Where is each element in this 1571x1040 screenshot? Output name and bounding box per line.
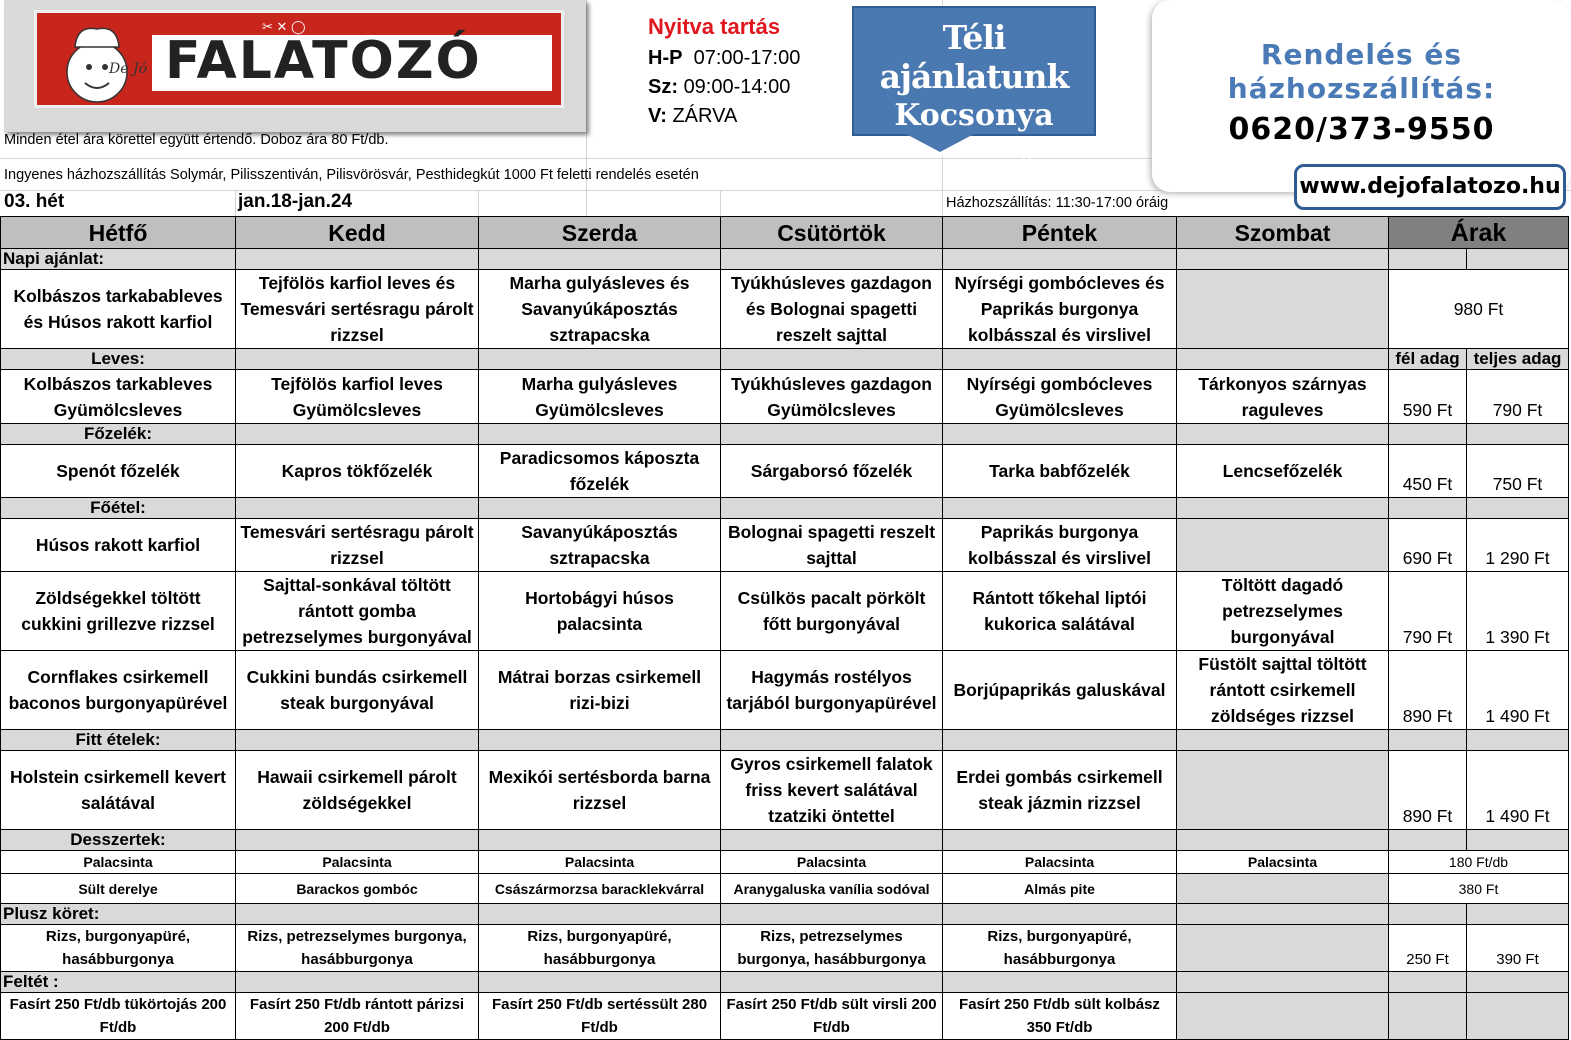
offer-item: Kocsonya (894, 98, 1054, 133)
utensils-icon: ✂ ✕ ◯ (262, 19, 306, 34)
dish-cell: Tarka babfőzelék (943, 445, 1177, 498)
empty-cell (943, 498, 1177, 519)
empty-cell (1177, 249, 1389, 270)
menu-row (1, 851, 1569, 874)
logo-sign (34, 10, 564, 108)
dish-cell: Rizs, petrezselymes burgonya, hasábburgonya (236, 925, 479, 972)
dish-cell: Tyúkhúsleves gazdagon és Bolognai spagetti reszelt sajttal (721, 270, 943, 349)
dish-cell: Hagymás rostélyos tarjából burgonyapürével (721, 651, 943, 730)
empty-cell (943, 424, 1177, 445)
logo (4, 0, 586, 132)
empty-cell (1389, 993, 1467, 1040)
section-label: Főzelék: (1, 424, 236, 445)
dish-cell: Marha gulyásleves Gyümölcsleves (479, 370, 721, 424)
full-price: 1 490 Ft (1467, 751, 1569, 830)
empty-cell (1467, 904, 1569, 925)
dish-cell: Rizs, petrezselymes burgonya, hasábburgonya (721, 925, 943, 972)
half-price: 890 Ft (1389, 651, 1467, 730)
opening-row (648, 76, 790, 99)
empty-cell (479, 424, 721, 445)
empty-cell (236, 730, 479, 751)
half-price: 590 Ft (1389, 370, 1467, 424)
section-row (1, 249, 1569, 270)
empty-cell (1389, 972, 1467, 993)
dish-cell: Borjúpaprikás galuskával (943, 651, 1177, 730)
order-title-line: házhozszállítás: (1227, 72, 1496, 105)
logo-brand: FALATOZÓ (165, 31, 482, 91)
empty-cell (943, 972, 1177, 993)
dish-cell: Paradicsomos káposzta főzelék (479, 445, 721, 498)
dish-cell: Nyírségi gombócleves és Paprikás burgonya kolbásszal és virslivel (943, 270, 1177, 349)
empty-cell (1467, 993, 1569, 1040)
date-range: jan.18-jan.24 (238, 191, 353, 212)
menu-row (1, 651, 1569, 730)
empty-cell (1177, 519, 1389, 572)
price-header: Árak (1389, 217, 1569, 249)
empty-cell (1389, 249, 1467, 270)
dish-cell: Aranygaluska vanília sodóval (721, 874, 943, 904)
empty-cell (479, 249, 721, 270)
empty-cell (1177, 904, 1389, 925)
dish-cell: Lencsefőzelék (1177, 445, 1389, 498)
offer-price: 890 Ft/adag (915, 137, 1033, 162)
dish-cell: Hortobágyi húsos palacsinta (479, 572, 721, 651)
price-cell: 380 Ft (1389, 874, 1569, 904)
dish-cell: Spenót főzelék (1, 445, 236, 498)
dish-cell: Gyros csirkemell falatok friss kevert salátával tzatziki öntettel (721, 751, 943, 830)
dish-cell: Kapros tökfőzelék (236, 445, 479, 498)
empty-cell (721, 249, 943, 270)
opening-day: H-P (648, 47, 683, 69)
menu-row (1, 572, 1569, 651)
dish-cell: Császármorzsa baracklekvárral (479, 874, 721, 904)
price-cell: 180 Ft/db (1389, 851, 1569, 874)
dish-cell: Palacsinta (721, 851, 943, 874)
order-title-line: Rendelés és (1260, 38, 1463, 71)
dish-cell: Cornflakes csirkemell baconos burgonyapürével (1, 651, 236, 730)
empty-cell (943, 904, 1177, 925)
section-row (1, 349, 1569, 370)
offer-arrow (906, 134, 974, 152)
opening-time: 09:00-14:00 (683, 76, 791, 98)
half-price: 890 Ft (1389, 751, 1467, 830)
winter-offer-box (852, 6, 1096, 162)
section-row (1, 730, 1569, 751)
dish-cell: Paprikás burgonya kolbásszal és virslivel (943, 519, 1177, 572)
opening-row (648, 105, 737, 128)
empty-cell (721, 904, 943, 925)
opening-time: ZÁRVA (672, 105, 738, 127)
day-header: Péntek (943, 217, 1177, 249)
menu-row (1, 370, 1569, 424)
dish-cell: Barackos gombóc (236, 874, 479, 904)
empty-cell (1177, 874, 1389, 904)
empty-cell (479, 904, 721, 925)
dish-cell: Erdei gombás csirkemell steak jázmin rizzsel (943, 751, 1177, 830)
empty-cell (943, 730, 1177, 751)
empty-cell (1467, 830, 1569, 851)
order-title (1152, 38, 1571, 106)
full-price: 750 Ft (1467, 445, 1569, 498)
menu-row (1, 270, 1569, 349)
dish-cell: Fasírt 250 Ft/db sült virsli 200 Ft/db (721, 993, 943, 1040)
dish-cell: Palacsinta (1, 851, 236, 874)
empty-cell (236, 498, 479, 519)
empty-cell (943, 249, 1177, 270)
section-label: Fitt ételek: (1, 730, 236, 751)
dish-cell: Hawaii csirkemell párolt zöldségekkel (236, 751, 479, 830)
dish-cell: Almás pite (943, 874, 1177, 904)
section-label: Feltét : (1, 972, 236, 993)
dish-cell: Holstein csirkemell kevert salátával (1, 751, 236, 830)
dish-cell: Fasírt 250 Ft/db tükörtojás 200 Ft/db (1, 993, 236, 1040)
day-header: Szerda (479, 217, 721, 249)
day-header: Hétfő (1, 217, 236, 249)
dish-cell: Rántott tőkehal liptói kukorica salátával (943, 572, 1177, 651)
dish-cell: Fasírt 250 Ft/db sült kolbász 350 Ft/db (943, 993, 1177, 1040)
full-price: 1 290 Ft (1467, 519, 1569, 572)
menu-row (1, 925, 1569, 972)
full-price: 790 Ft (1467, 370, 1569, 424)
dish-cell: Füstölt sajttal töltött rántott csirkemell zöldséges rizzsel (1177, 651, 1389, 730)
empty-cell (236, 249, 479, 270)
empty-cell (721, 424, 943, 445)
empty-cell (236, 972, 479, 993)
half-portion-header: fél adag (1389, 349, 1467, 370)
dish-cell: Tyúkhúsleves gazdagon Gyümölcsleves (721, 370, 943, 424)
opening-day: V: (648, 105, 667, 127)
empty-cell (1177, 424, 1389, 445)
dish-cell: Palacsinta (236, 851, 479, 874)
empty-cell (1177, 270, 1389, 349)
empty-cell (721, 730, 943, 751)
section-label: Desszertek: (1, 830, 236, 851)
dish-cell: Rizs, burgonyapüré, hasábburgonya (943, 925, 1177, 972)
dish-cell: Fasírt 250 Ft/db sertéssült 280 Ft/db (479, 993, 721, 1040)
empty-cell (1177, 498, 1389, 519)
empty-cell (1177, 830, 1389, 851)
full-price: 1 390 Ft (1467, 572, 1569, 651)
dish-cell: Tejfölös karfiol leves és Temesvári sertésragu párolt rizzsel (236, 270, 479, 349)
empty-cell (721, 972, 943, 993)
empty-cell (721, 830, 943, 851)
dish-cell: Fasírt 250 Ft/db rántott párizsi 200 Ft/db (236, 993, 479, 1040)
empty-cell (1389, 904, 1467, 925)
menu-row (1, 751, 1569, 830)
empty-cell (1177, 925, 1389, 972)
opening-row (648, 47, 800, 70)
full-price: 1 490 Ft (1467, 651, 1569, 730)
opening-day: Sz: (648, 76, 678, 98)
menu-row (1, 445, 1569, 498)
price-note: Minden étel ára körettel együtt értendő. Doboz ára 80 Ft/db. (4, 132, 389, 148)
full-price: 390 Ft (1467, 925, 1569, 972)
empty-cell (1467, 972, 1569, 993)
dish-cell: Húsos rakott karfiol (1, 519, 236, 572)
dish-cell: Sárgaborsó főzelék (721, 445, 943, 498)
dish-cell: Palacsinta (1177, 851, 1389, 874)
empty-cell (943, 349, 1177, 370)
day-header: Szombat (1177, 217, 1389, 249)
empty-cell (1177, 993, 1389, 1040)
price-cell: 980 Ft (1389, 270, 1569, 349)
empty-cell (1177, 349, 1389, 370)
empty-cell (479, 972, 721, 993)
section-label: Leves: (1, 349, 236, 370)
menu-row (1, 519, 1569, 572)
dish-cell: Kolbászos tarkabableves és Húsos rakott karfiol (1, 270, 236, 349)
day-header: Kedd (236, 217, 479, 249)
dish-cell: Savanyúkáposztás sztrapacska (479, 519, 721, 572)
dish-cell: Tejfölös karfiol leves Gyümölcsleves (236, 370, 479, 424)
dish-cell: Marha gulyásleves és Savanyúkáposztás sztrapacska (479, 270, 721, 349)
dish-cell: Bolognai spagetti reszelt sajttal (721, 519, 943, 572)
half-price: 250 Ft (1389, 925, 1467, 972)
section-row (1, 424, 1569, 445)
section-row (1, 904, 1569, 925)
dish-cell: Zöldségekkel töltött cukkini grillezve rizzsel (1, 572, 236, 651)
dish-cell: Nyírségi gombócleves Gyümölcsleves (943, 370, 1177, 424)
dish-cell: Palacsinta (943, 851, 1177, 874)
dish-cell: Rizs, burgonyapüré, hasábburgonya (1, 925, 236, 972)
header-row (1, 217, 1569, 249)
empty-cell (721, 349, 943, 370)
day-header: Csütörtök (721, 217, 943, 249)
opening-time: 07:00-17:00 (693, 47, 801, 69)
empty-cell (1467, 730, 1569, 751)
half-price: 450 Ft (1389, 445, 1467, 498)
delivery-note: Ingyenes házhozszállítás Solymár, Pilisszentiván, Pilisvörösvár, Pesthidegkút 1000 Ft feletti rendelés esetén (4, 167, 699, 183)
logo-subtitle: De Jó (109, 61, 148, 77)
dish-cell: Sajttal-sonkával töltött rántott gomba petrezselymes burgonyával (236, 572, 479, 651)
dish-cell: Temesvári sertésragu párolt rizzsel (236, 519, 479, 572)
empty-cell (236, 904, 479, 925)
empty-cell (1467, 249, 1569, 270)
dish-cell: Palacsinta (479, 851, 721, 874)
menu-table (0, 216, 1569, 1040)
dish-cell: Sült derelye (1, 874, 236, 904)
delivery-hours: Házhozszállítás: 11:30-17:00 óráig (946, 195, 1169, 211)
section-row (1, 972, 1569, 993)
half-price: 690 Ft (1389, 519, 1467, 572)
dish-cell: Kolbászos tarkableves Gyümölcsleves (1, 370, 236, 424)
opening-title: Nyitva tartás (648, 14, 781, 39)
empty-cell (236, 349, 479, 370)
empty-cell (721, 498, 943, 519)
week-label: 03. hét (4, 191, 65, 212)
empty-cell (1177, 972, 1389, 993)
empty-cell (1389, 730, 1467, 751)
empty-cell (1389, 498, 1467, 519)
empty-cell (1467, 498, 1569, 519)
dish-cell: Töltött dagadó petrezselymes burgonyával (1177, 572, 1389, 651)
empty-cell (479, 349, 721, 370)
website-link[interactable]: www.dejofalatozo.hu (1294, 164, 1566, 210)
section-label: Napi ajánlat: (1, 249, 236, 270)
offer-title: Téli ajánlatunk (879, 18, 1069, 96)
menu-row (1, 874, 1569, 904)
dish-cell: Csülkös pacalt pörkölt főtt burgonyával (721, 572, 943, 651)
half-price: 790 Ft (1389, 572, 1467, 651)
dish-cell: Tárkonyos szárnyas raguleves (1177, 370, 1389, 424)
section-label: Plusz köret: (1, 904, 236, 925)
section-row (1, 498, 1569, 519)
menu-row (1, 993, 1569, 1040)
empty-cell (236, 830, 479, 851)
empty-cell (479, 498, 721, 519)
section-label: Főétel: (1, 498, 236, 519)
order-phone[interactable]: 0620/373-9550 (1228, 112, 1495, 147)
dish-cell: Mexikói sertésborda barna rizzsel (479, 751, 721, 830)
dish-cell: Cukkini bundás csirkemell steak burgonyával (236, 651, 479, 730)
dish-cell: Mátrai borzas csirkemell rizi-bizi (479, 651, 721, 730)
empty-cell (236, 424, 479, 445)
empty-cell (943, 830, 1177, 851)
empty-cell (479, 830, 721, 851)
empty-cell (1389, 830, 1467, 851)
dish-cell: Rizs, burgonyapüré, hasábburgonya (479, 925, 721, 972)
empty-cell (1467, 424, 1569, 445)
empty-cell (479, 730, 721, 751)
empty-cell (1177, 730, 1389, 751)
empty-cell (1177, 751, 1389, 830)
section-row (1, 830, 1569, 851)
empty-cell (1389, 424, 1467, 445)
full-portion-header: teljes adag (1467, 349, 1569, 370)
